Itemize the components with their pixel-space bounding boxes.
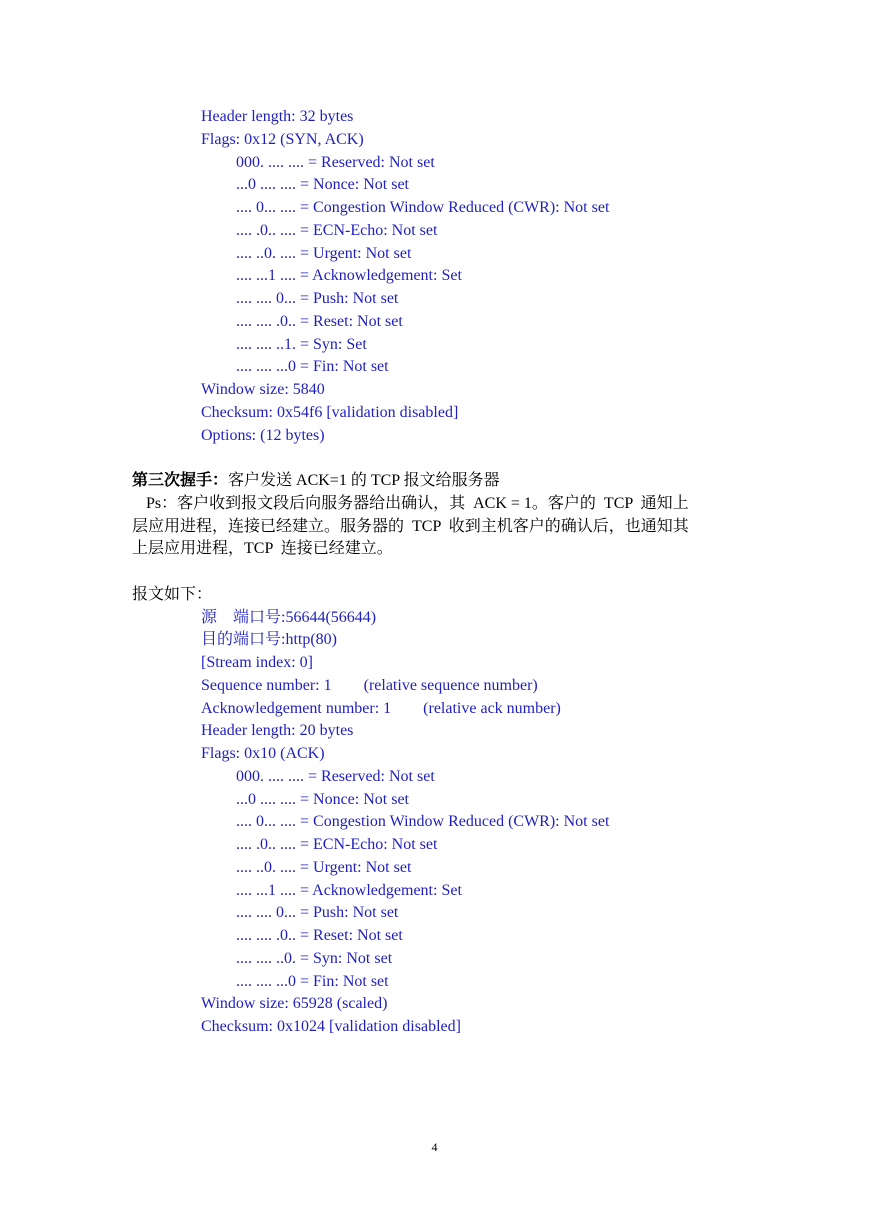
section-heading	[132, 471, 500, 491]
flag-line: ...0 .... .... = Nonce: Not set	[236, 176, 409, 193]
section-heading-text: 客户发送 ACK=1 的 TCP 报文给服务器	[228, 472, 500, 489]
packet-intro: 报文如下：	[132, 586, 213, 603]
packet-line: Header length: 32 bytes	[201, 108, 354, 125]
flag-line: .... .... ..1. = Syn: Set	[236, 336, 367, 353]
flag-line: .... .... .0.. = Reset: Not set	[236, 927, 403, 944]
flag-line: .... ..0. .... = Urgent: Not set	[236, 859, 412, 876]
packet-line: Window size: 65928 (scaled)	[201, 995, 388, 1012]
flag-line: .... 0... .... = Congestion Window Reduced (CWR): Not set	[236, 199, 610, 216]
flag-line: .... .0.. .... = ECN-Echo: Not set	[236, 836, 438, 853]
paragraph-line: 上层应用进程，TCP 连接已经建立。	[132, 540, 393, 557]
packet-line: 目的端口号:http(80)	[201, 631, 337, 648]
flag-line: .... .... ...0 = Fin: Not set	[236, 973, 389, 990]
flag-line: .... .0.. .... = ECN-Echo: Not set	[236, 222, 438, 239]
packet-line: 源 端口号:56644(56644)	[201, 609, 377, 626]
flag-line: .... .... 0... = Push: Not set	[236, 290, 399, 307]
packet-line: Checksum: 0x54f6 [validation disabled]	[201, 404, 459, 421]
flag-line: .... ...1 .... = Acknowledgement: Set	[236, 882, 462, 899]
packet-line: Checksum: 0x1024 [validation disabled]	[201, 1018, 461, 1035]
flag-line: 000. .... .... = Reserved: Not set	[236, 768, 435, 785]
flag-line: ...0 .... .... = Nonce: Not set	[236, 791, 409, 808]
packet-line: Options: (12 bytes)	[201, 427, 325, 444]
packet-line: Header length: 20 bytes	[201, 722, 354, 739]
packet-line: Acknowledgement number: 1 (relative ack number)	[201, 700, 561, 717]
flag-line: .... ...1 .... = Acknowledgement: Set	[236, 267, 462, 284]
packet-line: Sequence number: 1 (relative sequence number)	[201, 677, 538, 694]
packet-line: [Stream index: 0]	[201, 654, 313, 671]
paragraph-line: 层应用进程，连接已经建立。服务器的 TCP 收到主机客户的确认后，也通知其	[132, 518, 689, 535]
section-heading-label: 第三次握手：	[132, 472, 229, 489]
flag-line: .... .... 0... = Push: Not set	[236, 904, 399, 921]
flag-line: 000. .... .... = Reserved: Not set	[236, 154, 435, 171]
packet-line: Flags: 0x10 (ACK)	[201, 745, 325, 762]
packet-line: Window size: 5840	[201, 381, 325, 398]
flag-line: .... ..0. .... = Urgent: Not set	[236, 245, 412, 262]
flag-line: .... 0... .... = Congestion Window Reduced (CWR): Not set	[236, 813, 610, 830]
page-number: 4	[431, 1140, 438, 1154]
flag-line: .... .... ..0. = Syn: Not set	[236, 950, 393, 967]
flag-line: .... .... .0.. = Reset: Not set	[236, 313, 403, 330]
flag-line: .... .... ...0 = Fin: Not set	[236, 358, 389, 375]
paragraph-line: Ps：客户收到报文段后向服务器给出确认，其 ACK = 1。客户的 TCP 通知上	[146, 495, 689, 512]
packet-line: Flags: 0x12 (SYN, ACK)	[201, 131, 364, 148]
